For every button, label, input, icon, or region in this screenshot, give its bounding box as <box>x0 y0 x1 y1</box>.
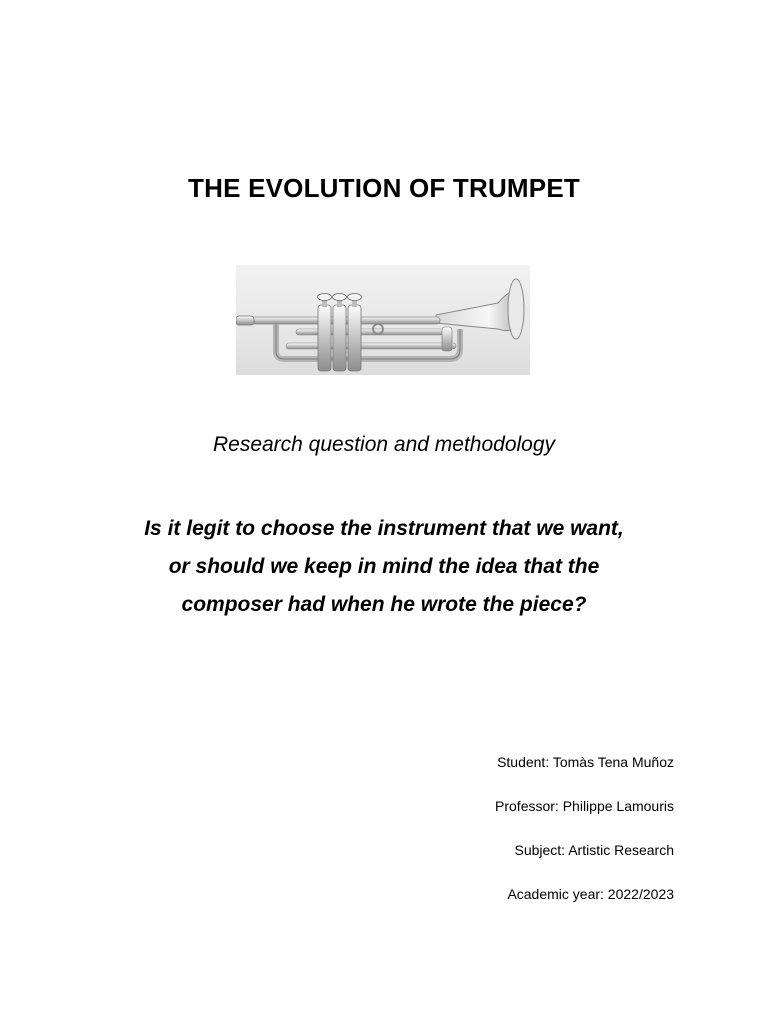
document-title: THE EVOLUTION OF TRUMPET <box>188 173 580 203</box>
trumpet-icon <box>236 265 530 375</box>
academic-year: Academic year: 2022/2023 <box>507 886 674 902</box>
research-question <box>84 510 684 624</box>
question-line: composer had when he wrote the piece? <box>181 593 587 616</box>
document-subtitle: Research question and methodology <box>212 433 556 456</box>
document-meta <box>495 751 674 927</box>
question-line: Is it legit to choose the instrument that we want, <box>144 517 624 540</box>
student-name: Student: Tomàs Tena Muñoz <box>497 754 674 770</box>
professor-name: Professor: Philippe Lamouris <box>495 798 674 814</box>
question-line: or should we keep in mind the idea that the <box>168 555 600 578</box>
subject: Subject: Artistic Research <box>514 842 674 858</box>
trumpet-image <box>236 265 530 375</box>
